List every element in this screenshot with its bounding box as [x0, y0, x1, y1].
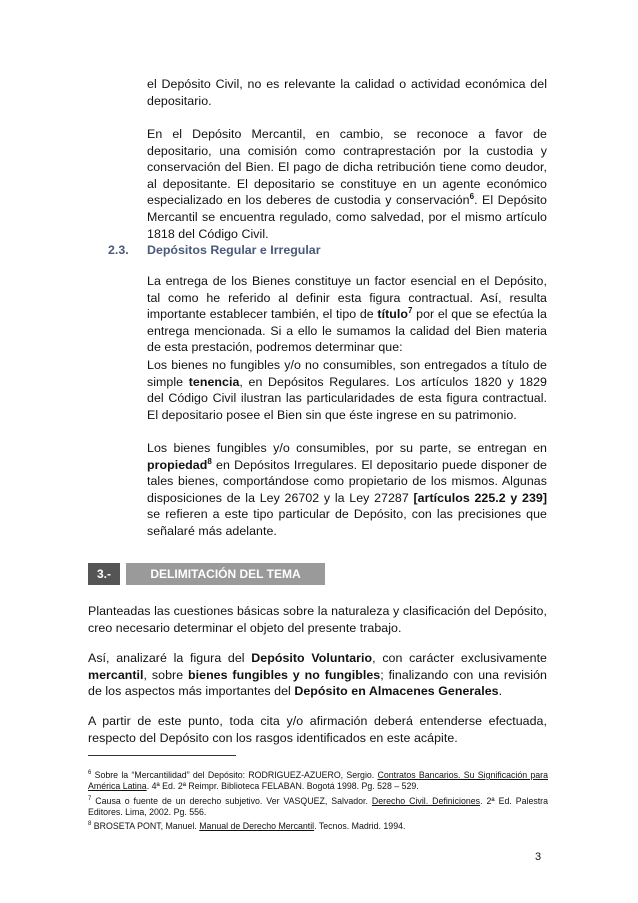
paragraph-text: , sobre: [143, 667, 189, 682]
bold-term-tenencia: tenencia: [188, 374, 240, 389]
footnote-title: Derecho Civil. Definiciones: [371, 796, 481, 806]
paragraph-text: se refieren a este tipo particular de Depósito, con las precisiones que señalaré más adelante.: [147, 507, 547, 538]
footnote-text: Causa o fuente de un derecho subjetivo. Ver VASQUEZ, Salvador.: [91, 796, 372, 806]
section-2-3-number: 2.3.: [108, 243, 129, 257]
footnote-number: 7: [88, 796, 92, 803]
paragraph-text: En el Depósito Mercantil, en cambio, se reconoce a favor de depositario, una comisión como contraprestación por la custodia y conservación del Bien. El pago de dicha retribución tiene como deudor, al depositante. El depositario se constituye en un agente económico especializado en los deberes de custodia y conservación: [147, 127, 547, 208]
paragraph-text: , en Depósitos Regulares. Los artículos 1820 y 1829 del Código Civil ilustran las particularidades de esta figura contractual. El depositario posee el Bien sin que éste ingrese en su patrimonio.: [147, 374, 547, 422]
footnote-ref-6[interactable]: 6: [469, 192, 475, 202]
bold-term-almacenes: Depósito en Almacenes Generales: [294, 684, 499, 699]
footnote-title: Manual de Derecho Mercantil: [199, 821, 315, 831]
footnote-ref-8[interactable]: 8: [207, 456, 212, 466]
footnote-separator: [88, 755, 236, 756]
paragraph-text: Así, analizaré la figura del: [88, 651, 252, 665]
footnote-ref-7[interactable]: 7: [407, 306, 413, 316]
paragraph-text: Los bienes fungibles y/o consumibles, por su parte, se entregan en: [147, 441, 547, 455]
footnote-number: 6: [88, 770, 92, 777]
section-2-3-title: Depósitos Regular e Irregular: [147, 243, 321, 257]
paragraph-text: .: [498, 684, 503, 699]
section-3-title: DELIMITACIÓN DEL TEMA: [126, 563, 325, 585]
bold-term-deposito-voluntario: Depósito Voluntario: [251, 651, 373, 665]
paragraph-text: el Depósito Civil, no es relevante la calidad o actividad económica del depositario.: [147, 77, 547, 108]
footnote-7: [88, 796, 548, 819]
paragraph-mercantile-deposit: [147, 126, 547, 242]
bold-term-bienes: bienes fungibles y no fungibles: [188, 667, 381, 682]
footnote-8: [88, 821, 548, 832]
paragraph-delivery-title: [147, 273, 547, 356]
footnote-text: . 4ª Ed. 2ª Reimpr. Biblioteca FELABAN. Bogotá 1998. Pg. 528 – 529.: [146, 781, 419, 792]
paragraph-text: por el que se efectúa la entrega mencionada. Si a ello le sumamos la calidad del Bien materia de esta prestación, podremos determinar que:: [147, 307, 547, 355]
paragraph-text: , con carácter exclusivamente: [372, 651, 547, 665]
footnote-text: BROSETA PONT, Manuel.: [91, 821, 200, 831]
paragraph-text: en Depósitos Irregulares. El depositario puede disponer de tales bienes, comportándose como propietario de los mismos. Algunas disposiciones de la Ley 26702 y la Ley 27287: [147, 457, 547, 505]
bold-term-titulo: título: [377, 307, 408, 322]
paragraph-basic-issues: [88, 603, 547, 636]
paragraph-from-this-point: [88, 713, 547, 746]
bold-articles-reference: [artículos 225.2 y 239]: [413, 490, 548, 505]
paragraph-text: Planteadas las cuestiones básicas sobre la naturaleza y clasificación del Depósito, creo necesario determinar el objeto del presente trabajo.: [88, 604, 547, 635]
footnote-text: Sobre la “Mercantilidad” del Depósito: RODRIGUEZ-AZUERO, Sergio.: [91, 770, 378, 780]
footnote-text: . Tecnos. Madrid. 1994.: [314, 821, 406, 831]
paragraph-text: ; finalizando con una revisión de los aspectos más importantes del: [88, 667, 547, 699]
paragraph-text: A partir de este punto, toda cita y/o afirmación deberá entenderse efectuada, respecto del Depósito con los rasgos identificados en este acápite.: [88, 714, 547, 745]
bold-term-mercantil: mercantil: [88, 667, 144, 682]
page-number: 3: [535, 851, 542, 863]
footnote-text: . 2ª Ed. Palestra Editores. Lima, 2002. Pg. 556.: [88, 796, 549, 818]
footnote-title: Contratos Bancarios. Su Significación para América Latina: [88, 770, 549, 792]
paragraph-text: La entrega de los Bienes constituye un factor esencial en el Depósito, tal como he referido al definir esta figura contractual. Así, resulta importante establecer también, el tipo de: [147, 274, 547, 322]
section-3-number: 3.-: [88, 563, 120, 585]
paragraph-non-fungible: [147, 357, 547, 423]
footnote-6: [88, 770, 548, 793]
paragraph-civil-deposit: [147, 76, 547, 109]
paragraph-fungible: [147, 440, 547, 540]
paragraph-text: Los bienes no fungibles y/o no consumibles, son entregados a título de simple: [147, 358, 547, 389]
footnote-number: 8: [88, 821, 92, 828]
paragraph-text: . El Depósito Mercantil se encuentra regulado, como salvedad, por el mismo artículo 1818 del Código Civil.: [147, 193, 547, 241]
bold-term-propiedad: propiedad: [147, 457, 208, 472]
paragraph-scope: [88, 650, 547, 700]
